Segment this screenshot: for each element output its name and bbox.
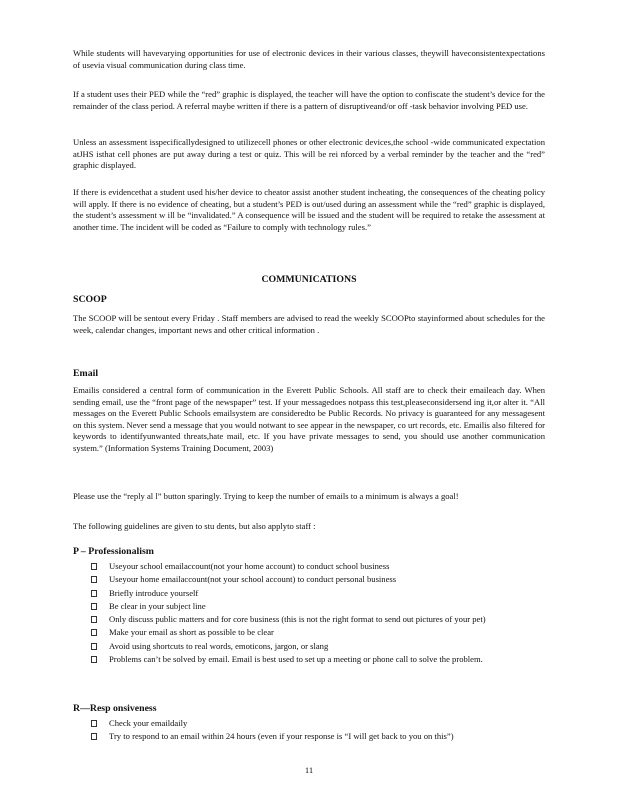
list-item: Check your emaildaily [91,718,546,729]
list-item: Make your email as short as possible to be clear [91,627,546,638]
list-item: Be clear in your subject line [91,601,546,612]
paragraph-cheating-policy: If there is evidencethat a student used his/her device to cheator assist another student incheating, the consequences of the cheating policy will apply. If there is no evidence of cheating, but a student’s PED is out/used during an assessment while the “red” graphic is displayed, the student’s assessment w ill be “invalidated.” A consequence will be issued and the student will be required to retake the assessment at another time. The incident will be coded as “Failure to comply with technology rules.” [73,187,545,232]
list-item: Try to respond to an email within 24 hours (even if your response is “I will get back to you on this”) [91,731,546,742]
list-item: Useyour home emailaccount(not your school account) to conduct personal business [91,574,546,585]
paragraph-reply-all: Please use the “reply al l” button sparingly. Trying to keep the number of emails to a minimum is always a goal! [73,491,459,501]
checkbox-bullet-icon [91,656,97,663]
checkbox-bullet-icon [91,629,97,636]
checkbox-bullet-icon [91,616,97,623]
heading-scoop: SCOOP [73,294,107,305]
heading-professionalism: P – Professionalism [73,546,154,557]
paragraph-visual-communication: While students will havevarying opportunities for use of electronic devices in their various classes, theywill haveconsistentexpectations of usevia visual communication during class time. [73,48,545,70]
responsiveness-list [91,718,546,745]
paragraph-assessment-expectation: Unless an assessment isspecificallydesigned to utilizecell phones or other electronic devices,the school -wide communicated expectation atJHS isthat cell phones are put away during a test or quiz. This will be rei nforced by a verbal reminder by the teacher and the “red” graphic displayed. [73,137,545,170]
checkbox-bullet-icon [91,603,97,610]
list-item: Useyour school emailaccount(not your home account) to conduct school business [91,561,546,572]
professionalism-list [91,561,546,667]
section-title-communications: COMMUNICATIONS [261,274,357,285]
paragraph-guidelines: The following guidelines are given to stu dents, but also applyto staff : [73,521,316,531]
checkbox-bullet-icon [91,590,97,597]
list-item: Avoid using shortcuts to real words, emoticons, jargon, or slang [91,641,546,652]
checkbox-bullet-icon [91,576,97,583]
page-number: 11 [304,765,314,775]
paragraph-red-graphic-consequence: If a student uses their PED while the “red” graphic is displayed, the teacher will have the option to confiscate the student’s device for the remainder of the class period. A referral maybe written if there is a pattern of disruptiveand/or off -task behavior involving PED use. [73,89,545,111]
heading-responsiveness: R—Resp onsiveness [73,703,157,714]
list-item: Briefly introduce yourself [91,588,546,599]
checkbox-bullet-icon [91,733,97,740]
checkbox-bullet-icon [91,720,97,727]
checkbox-bullet-icon [91,643,97,650]
paragraph-email-policy: Emailis considered a central form of communication in the Everett Public Schools. All staff are to check their emaileach day. When sending email, use the “front page of the newspaper” test. If your messagedoes notpass this test,pleaseconsidersend ing it,or alter it. “All messages on the Everett Public Schools emailsystem are consideredto be Public Records. No privacy is guaranteed for any messagesent on this system. Never send a message that you would notwant to see appear in the newspaper, co urt records, etc. Emailis also filtered for keywords to identifyunwanted threats,hate mail, etc. If you have private messages to send, you should use another communication system.” (Information Systems Training Document, 2003) [73,385,545,453]
checkbox-bullet-icon [91,563,97,570]
list-item: Only discuss public matters and for core business (this is not the right format to send out pictures of your pet) [91,614,546,625]
list-item: Problems can’t be solved by email. Email is best used to set up a meeting or phone call to solve the problem. [91,654,546,665]
heading-email: Email [73,368,99,379]
paragraph-scoop: The SCOOP will be sentout every Friday . Staff members are advised to read the weekly SCOOPto stayinformed about schedules for the week, calendar changes, important news and other critical information . [73,313,545,335]
